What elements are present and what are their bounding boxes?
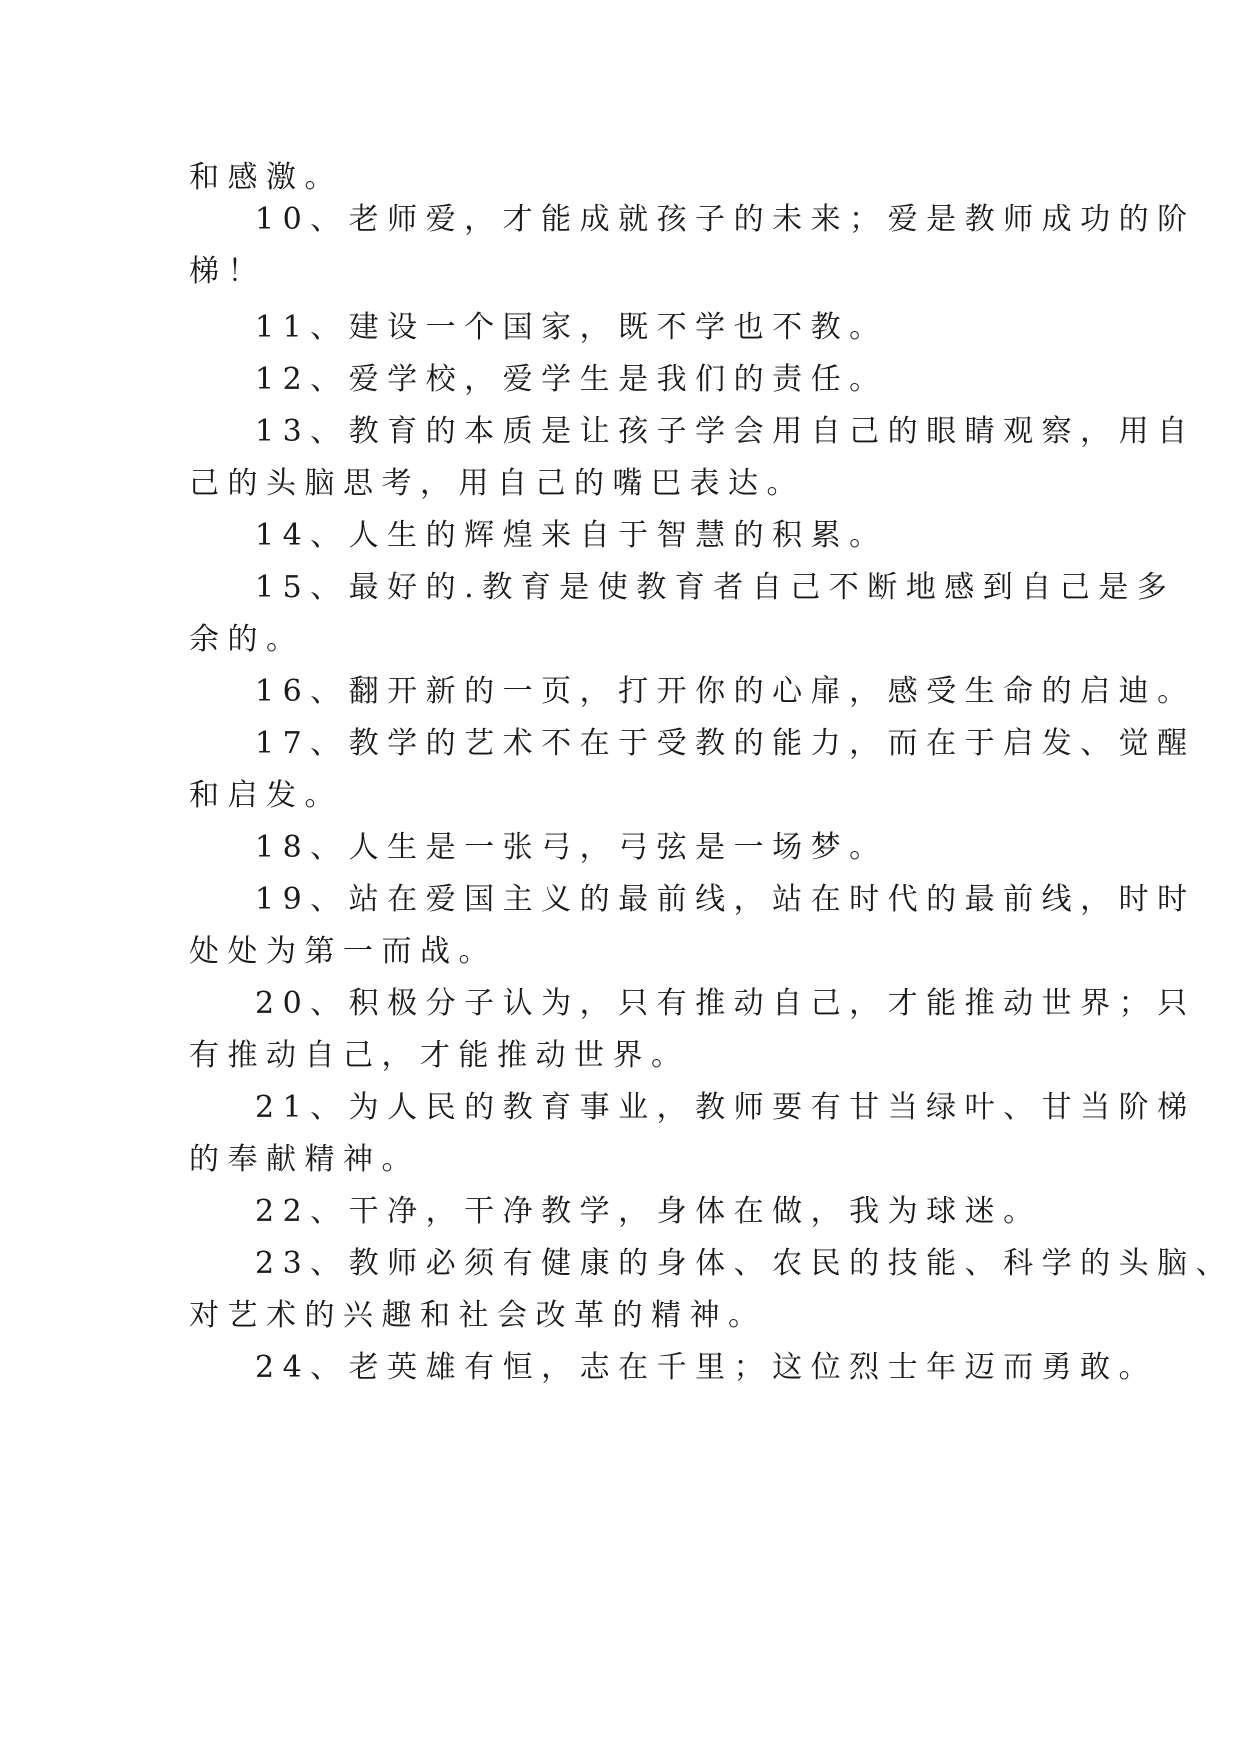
text-line: 24、老英雄有恒，志在千里；这位烈士年迈而勇敢。: [255, 1350, 1158, 1385]
text-line: 11、建设一个国家，既不学也不教。: [255, 310, 888, 345]
text-line: 14、人生的辉煌来自于智慧的积累。: [255, 518, 888, 553]
text-line: 17、教学的艺术不在于受教的能力，而在于启发、觉醒: [255, 726, 1196, 761]
text-line: 和启发。: [189, 778, 343, 813]
text-line: 10、老师爱，才能成就孩子的未来；爱是教师成功的阶: [255, 202, 1196, 237]
text-line: 22、干净，干净教学，身体在做，我为球迷。: [255, 1194, 1042, 1229]
text-line: 和感激。: [189, 160, 343, 195]
text-line: 18、人生是一张弓，弓弦是一场梦。: [255, 830, 888, 865]
text-line: 梯！: [189, 254, 266, 289]
text-line: 己的头脑思考，用自己的嘴巴表达。: [189, 466, 805, 501]
text-line: 16、翻开新的一页，打开你的心扉，感受生命的启迪。: [255, 674, 1196, 709]
text-line: 20、积极分子认为，只有推动自己，才能推动世界；只: [255, 986, 1196, 1021]
text-line: 13、教育的本质是让孩子学会用自己的眼睛观察，用自: [255, 414, 1196, 449]
text-line: 23、教师必须有健康的身体、农民的技能、科学的头脑、: [255, 1246, 1235, 1281]
text-line: 19、站在爱国主义的最前线，站在时代的最前线，时时: [255, 882, 1196, 917]
text-line: 处处为第一而战。: [189, 934, 497, 969]
text-line: 的奉献精神。: [189, 1142, 420, 1177]
text-line: 有推动自己，才能推动世界。: [189, 1038, 690, 1073]
text-line: 15、最好的.教育是使教育者自己不断地感到自己是多: [255, 570, 1176, 605]
text-line: 对艺术的兴趣和社会改革的精神。: [189, 1298, 767, 1333]
text-line: 12、爱学校，爱学生是我们的责任。: [255, 362, 888, 397]
text-line: 余的。: [189, 622, 305, 657]
text-line: 21、为人民的教育事业，教师要有甘当绿叶、甘当阶梯: [255, 1090, 1196, 1125]
